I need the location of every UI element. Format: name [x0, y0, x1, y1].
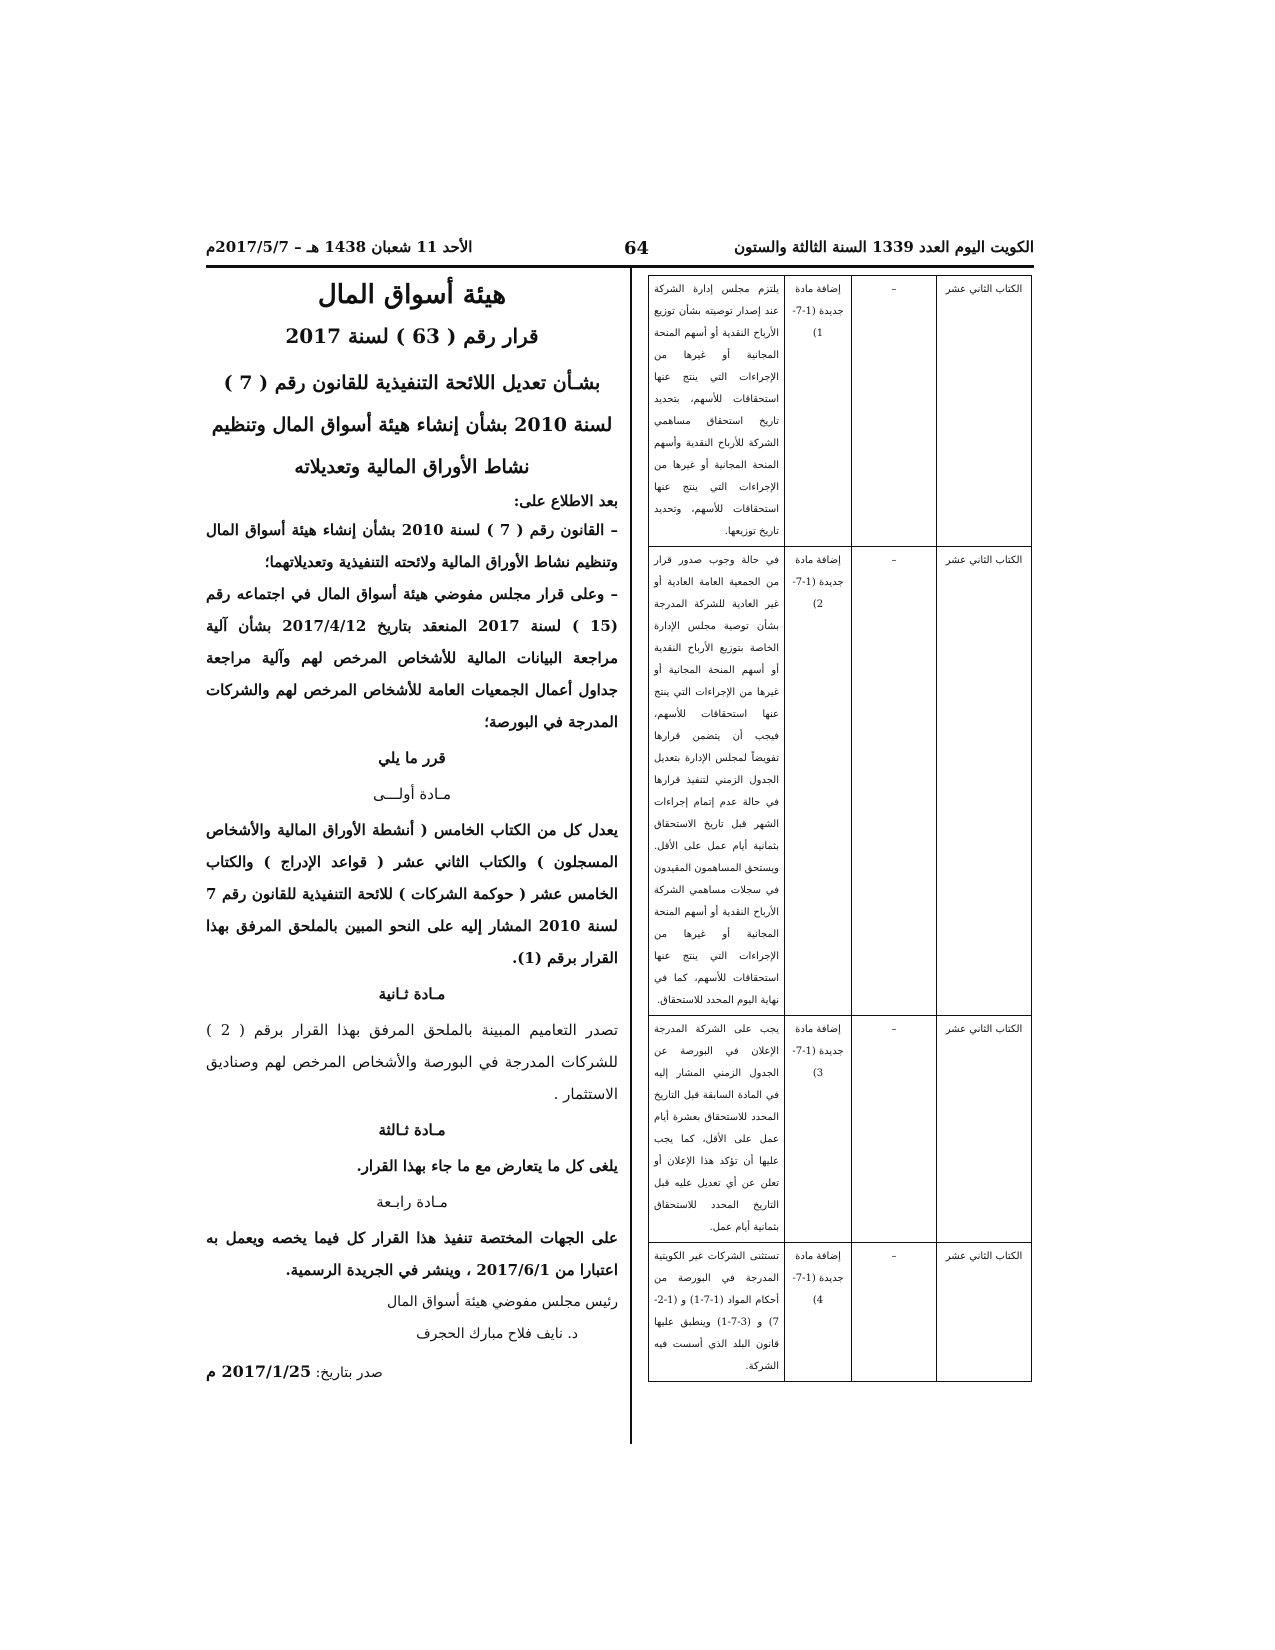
old-text-cell: – [852, 1243, 937, 1382]
article-text: تصدر التعاميم المبينة بالملحق المرفق بهذا القرار برقم ( 2 ) للشركات المدرجة في البورصة والأشخاص المرخص لهم وصناديق الاستثمار . [206, 1021, 618, 1103]
book-cell: الكتاب الثاني عشر [937, 547, 1032, 1016]
book-cell: الكتاب الثاني عشر [937, 1243, 1032, 1382]
article-text: على الجهات المختصة تنفيذ هذا القرار كل فيما يخصه ويعمل به اعتبارا من 2017/6/1 ، وينشر في الجريدة الرسمية. [206, 1229, 618, 1279]
new-text-cell: في حالة وجوب صدور قرار من الجمعية العامة العادية أو غير العادية للشركة المدرجة بشأن توصية مجلس الإدارة الخاصة بتوزيع الأرباح النقدية أو أسهم المنحة المجانية أو غيرها من الإجراءات التي ينتج عنها استحقاقات للأسهم، فيجب أن يتضمن قرارها تفويضاً لمجلس الإدارة بتعديل الجدول الزمني لتنفيذ قرارها في حالة عدم إتمام إجراءات الشهر قبل تاريخ الاستحقاق بثمانية أيام عمل على الأقل. ويستحق المساهمون المقيدون في سجلات مساهمي الشركة الأرباح النقدية أو أسهم المنحة المجانية أو غيرها من الإجراءات التي ينتج عنها استحقاقات للأسهم، كما في نهاية اليوم المحدد للاستحقاق. [649, 547, 785, 1016]
article-cell: إضافة مادة جديدة (1-7-2) [785, 547, 852, 1016]
article-heading: مـادة ثـالثة [378, 1121, 446, 1139]
new-text-cell: تستثنى الشركات غير الكويتية المدرجة في البورصة من أحكام المواد (1-7-1) و (1-2-7) و (3-7-1) وينطبق عليها قانون البلد الذي أسست فيه الشركة. [649, 1243, 785, 1382]
signatory-name: د. نايف فلاح مبارك الحجرف [416, 1326, 578, 1342]
review-item: – وعلى قرار مجلس مفوضي هيئة أسواق المال في اجتماعه رقم (15 ) لسنة 2017 المنعقد بتاريخ 2017/4/12 بشأن آلية مراجعة البيانات المالية للأشخاص المرخص لهم وآلية مراجعة جداول أعمال الجمعيات العامة للأشخاص المرخص لهم والشركات المدرجة في البورصة؛ [206, 585, 618, 731]
article-heading: مـادة رابـعة [376, 1193, 448, 1211]
article-heading: مـادة أولـــى [373, 785, 451, 803]
gazette-issue-info: الكويت اليوم العدد 1339 السنة الثالثة والستون [734, 238, 1034, 256]
new-text-cell: يجب على الشركة المدرجة الإعلان في البورصة عن الجدول الزمني المشار إليه في المادة السابقة قبل التاريخ المحدد للاستحقاق بعشرة أيام عمل على الأقل، كما يجب عليها أن تؤكد هذا الإعلان أو تعلن عن أي تعديل عليه قبل التاريخ المحدد للاستحقاق بثمانية أيام عمل. [649, 1016, 785, 1243]
decision-number: قرار رقم ( 63 ) لسنة 2017 [285, 324, 539, 348]
decision-column [206, 280, 618, 1381]
column-divider [630, 268, 632, 1444]
table-row [649, 1243, 1032, 1382]
article-cell: إضافة مادة جديدة (1-7-1) [785, 276, 852, 547]
decided-heading: قرر ما يلي [378, 749, 446, 767]
table-row [649, 276, 1032, 547]
page-number: 64 [624, 238, 650, 259]
article-cell: إضافة مادة جديدة (1-7-3) [785, 1016, 852, 1243]
decision-subject-line: بشـأن تعديل اللائحة التنفيذية للقانون رقم ( 7 ) [223, 372, 601, 394]
amendments-table [648, 275, 1032, 1382]
decision-subject-line: نشاط الأوراق المالية وتعديلاته [294, 456, 530, 478]
issued-label: صدر بتاريخ: [315, 1365, 383, 1381]
review-item: – القانون رقم ( 7 ) لسنة 2010 بشأن إنشاء هيئة أسواق المال وتنظيم نشاط الأوراق المالية ولائحته التنفيذية وتعديلاتهما؛ [206, 521, 618, 571]
issued-date: 2017/1/25 م [206, 1362, 312, 1381]
issue-date: الأحد 11 شعبان 1438 هـ – 2017/5/7م [206, 238, 473, 256]
article-cell: إضافة مادة جديدة (1-7-4) [785, 1243, 852, 1382]
book-cell: الكتاب الثاني عشر [937, 1016, 1032, 1243]
table-row [649, 547, 1032, 1016]
decision-subject-line: لسنة 2010 بشأن إنشاء هيئة أسواق المال وتنظيم [211, 414, 613, 436]
old-text-cell: – [852, 1016, 937, 1243]
review-heading: بعد الاطلاع على: [513, 492, 618, 510]
article-heading: مـادة ثـانية [378, 985, 446, 1003]
page-header [206, 238, 1034, 262]
article-text: يعدل كل من الكتاب الخامس ( أنشطة الأوراق المالية والأشخاص المسجلون ) والكتاب الثاني عشر ( قواعد الإدراج ) والكتاب الخامس عشر ( حوكمة الشركات ) للائحة التنفيذية للقانون رقم 7 لسنة 2010 المشار إليه على النحو المبين بالملحق المرفق بهذا القرار برقم (1). [206, 821, 618, 967]
header-divider [206, 265, 1034, 268]
table-row [649, 1016, 1032, 1243]
authority-title: هيئة أسواق المال [317, 280, 507, 310]
signatory-title: رئيس مجلس مفوضي هيئة أسواق المال [387, 1294, 618, 1310]
old-text-cell: – [852, 276, 937, 547]
old-text-cell: – [852, 547, 937, 1016]
book-cell: الكتاب الثاني عشر [937, 276, 1032, 547]
new-text-cell: يلتزم مجلس إدارة الشركة عند إصدار توصيته بشأن توزيع الأرباح النقدية أو أسهم المنحة المجانية أو غيرها من الإجراءات التي ينتج عنها استحقاقات للأسهم، بتحديد تاريخ استحقاق مساهمي الشركة للأرباح النقدية وأسهم المنحة المجانية أو غيرها من الإجراءات التي ينتج عنها استحقاقات للأسهم، وتحديد تاريخ توزيعها. [649, 276, 785, 547]
decision-subject [206, 362, 618, 488]
issue-line [206, 1362, 618, 1381]
article-text: يلغى كل ما يتعارض مع ما جاء بهذا القرار. [356, 1157, 618, 1175]
